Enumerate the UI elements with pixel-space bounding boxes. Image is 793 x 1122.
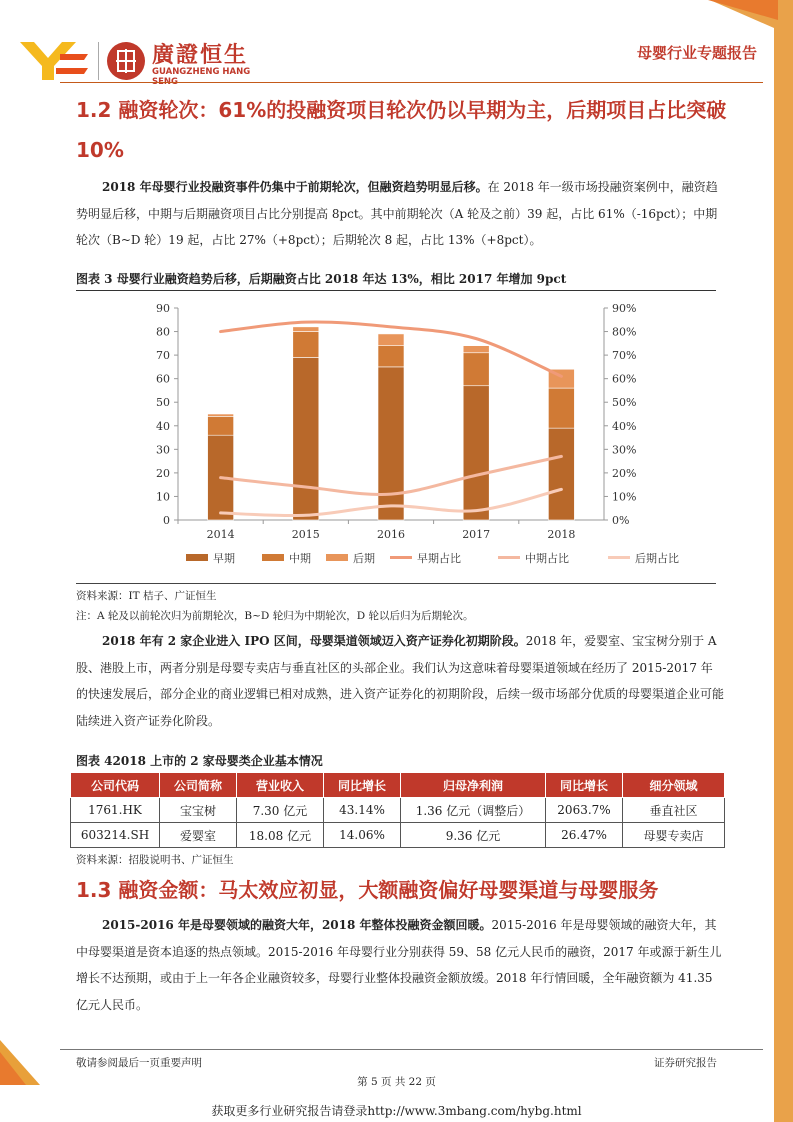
y-tick-label-right: 80% [612, 325, 637, 339]
col-header: 营业收入 [237, 773, 324, 798]
table-4-source: 资料来源：招股说明书、广证恒生 [76, 854, 234, 866]
legend-swatch-早期 [186, 554, 208, 561]
x-tick-label: 2017 [462, 528, 491, 541]
section-title-1-2: 1.2 融资轮次：61%的投融资项目轮次仍以早期为主，后期项目占比突破 10% [76, 98, 727, 162]
legend-label-中期占比: 中期占比 [525, 552, 569, 565]
table-cell: 14.06% [324, 823, 401, 848]
y-tick-label-right: 90% [612, 302, 637, 315]
y-tick-label-left: 0 [163, 514, 170, 527]
figure-3-title: 图表 3 母婴行业融资趋势后移，后期融资占比 2018 年达 13%，相比 2017 年增加 9pct [76, 272, 567, 286]
table-cell: 9.36 亿元 [401, 823, 546, 848]
footer-disclaimer: 敬请参阅最后一页重要声明 [76, 1057, 202, 1069]
paragraph-2-lead: 2018 年有 2 家企业进入 IPO 区间，母婴渠道领域迈入资产证券化初期阶段。 [102, 634, 526, 648]
brand-seal-icon [106, 41, 146, 81]
bar-早期 [293, 357, 319, 520]
paragraph-2-body: 2018 年，爱婴室、宝宝树分别于 A 股、港股上市，两者分别是母婴专卖店与垂直社区的头部企业。我们认为这意味着母婴渠道领域在经历了 2015-2017 年的快速发展后，部分企业的商业逻辑已相对成熟，进入资产证券化的初期阶段，后续一级市场部分优质的母婴渠道企业可能陆续进入资产证券化阶段。 [76, 634, 725, 728]
table-row [71, 823, 725, 848]
y-tick-label-left: 80 [156, 325, 170, 339]
y-tick-label-left: 50 [156, 396, 170, 410]
table-cell: 43.14% [324, 798, 401, 823]
y-tick-label-left: 70 [156, 349, 170, 363]
col-header: 归母净利润 [401, 773, 546, 798]
y-tick-label-left: 90 [156, 302, 170, 315]
col-header: 同比增长 [324, 773, 401, 798]
col-header: 公司简称 [160, 773, 237, 798]
col-header: 同比增长 [546, 773, 623, 798]
y-tick-label-right: 20% [612, 466, 637, 480]
table-cell: 垂直社区 [623, 798, 725, 823]
figure-3-source: 资料来源：IT 桔子、广证恒生 [76, 590, 217, 602]
legend-swatch-后期 [326, 554, 348, 561]
bar-早期 [378, 367, 404, 520]
paragraph-3 [76, 912, 724, 1018]
table-row [71, 798, 725, 823]
y-tick-label-left: 20 [156, 466, 170, 480]
brand-name-cn: 廣證恒生 [152, 43, 249, 68]
legend-label-后期占比: 后期占比 [635, 552, 679, 565]
footer-rule [60, 1049, 763, 1050]
y-tick-label-right: 30% [612, 443, 637, 457]
header-rule [60, 82, 763, 83]
y-tick-label-right: 40% [612, 419, 637, 433]
bar-早期 [548, 428, 574, 520]
x-tick-label: 2014 [206, 528, 235, 541]
table-cell: 18.08 亿元 [237, 823, 324, 848]
y-tick-label-right: 50% [612, 396, 637, 410]
page-number: 第 5 页 共 22 页 [357, 1076, 436, 1088]
y-tick-label-left: 60 [156, 372, 170, 386]
table-cell: 2063.7% [546, 798, 623, 823]
y-tick-label-left: 10 [156, 490, 170, 504]
table-cell: 宝宝树 [160, 798, 237, 823]
bar-中期 [378, 346, 404, 367]
table-cell: 爱婴室 [160, 823, 237, 848]
table-cell: 603214.SH [71, 823, 160, 848]
bar-后期 [208, 414, 234, 416]
bar-后期 [463, 346, 489, 353]
col-header: 细分领域 [623, 773, 725, 798]
figure-3-top-rule [76, 290, 716, 291]
paragraph-3-lead: 2015-2016 年是母婴领域的融资大年，2018 年整体投融资金额回暖。 [102, 918, 492, 932]
figure-3-bottom-rule [76, 583, 716, 584]
y-tick-label-left: 30 [156, 443, 170, 457]
bar-后期 [293, 327, 319, 332]
x-tick-label: 2018 [547, 528, 576, 541]
y-tick-label-right: 10% [612, 490, 637, 504]
paragraph-3-body: 2015-2016 年是母婴领域的融资大年，其中母婴渠道是资本追逐的热点领域。2015-2016 年母婴行业分别获得 59、58 亿元人民币的融资，2017 年或源于新生儿增长不达预期，或由于上一年各企业融资较多，母婴行业整体投融资金额放缓。2018 年行情回暖，全年融资额为 41.35 亿元人民币。 [76, 918, 722, 1012]
logo-divider [98, 42, 99, 80]
bar-中期 [548, 388, 574, 428]
figure-3-note: 注：A 轮及以前轮次归为前期轮次，B~D 轮归为中期轮次，D 轮以后归为后期轮次。 [76, 610, 474, 622]
bar-后期 [378, 334, 404, 346]
paragraph-1 [76, 174, 724, 254]
y-tick-label-right: 60% [612, 372, 637, 386]
y-tick-label-left: 40 [156, 419, 170, 433]
paragraph-2 [76, 628, 724, 734]
paragraph-1-body: 在 2018 年一级市场投融资案例中，融资趋势明显后移，中期与后期融资项目占比分别提高 8pct。其中前期轮次（A 轮及之前）39 起，占比 61%（-16pct）；中期轮次（B~D 轮）19 起，占比 27%（+8pct）；后期轮次 8 起，占比 13%（+8pct）。 [76, 180, 718, 247]
bar-中期 [293, 332, 319, 358]
brand-name-en: GUANGZHENG HANG SENG [152, 67, 251, 87]
legend-label-后期: 后期 [353, 552, 375, 565]
table-cell: 26.47% [546, 823, 623, 848]
table-cell: 1761.HK [71, 798, 160, 823]
table-header-row [71, 773, 725, 798]
logo [18, 38, 278, 87]
y-tick-label-right: 0% [612, 514, 630, 527]
report-type-title: 母婴行业专题报告 [636, 44, 757, 62]
table-cell: 1.36 亿元（调整后） [401, 798, 546, 823]
legend-label-中期: 中期 [289, 552, 311, 565]
footer-label: 证券研究报告 [654, 1057, 717, 1069]
table-4-title: 图表 42018 上市的 2 家母婴类企业基本情况 [76, 754, 323, 768]
legend-label-早期: 早期 [213, 552, 235, 565]
legend-swatch-中期 [262, 554, 284, 561]
x-tick-label: 2016 [377, 528, 405, 541]
ipo-companies-table [70, 772, 725, 848]
col-header: 公司代码 [71, 773, 160, 798]
financing-rounds-chart [76, 294, 716, 584]
bar-中期 [463, 353, 489, 386]
yf-logo-icon [18, 38, 90, 84]
section-title-1-3: 1.3 融资金额：马太效应初显，大额融资偏好母婴渠道与母婴服务 [76, 878, 659, 902]
bar-中期 [208, 416, 234, 435]
paragraph-1-lead: 2018 年母婴行业投融资事件仍集中于前期轮次，但融资趋势明显后移。 [102, 180, 488, 194]
bar-早期 [463, 386, 489, 520]
y-tick-label-right: 70% [612, 349, 637, 363]
watermark-link-text: 获取更多行业研究报告请登录http://www.3mbang.com/hybg.html [211, 1104, 582, 1118]
table-cell: 母婴专卖店 [623, 823, 725, 848]
table-cell: 7.30 亿元 [237, 798, 324, 823]
legend-label-早期占比: 早期占比 [417, 552, 461, 565]
x-tick-label: 2015 [291, 528, 320, 541]
